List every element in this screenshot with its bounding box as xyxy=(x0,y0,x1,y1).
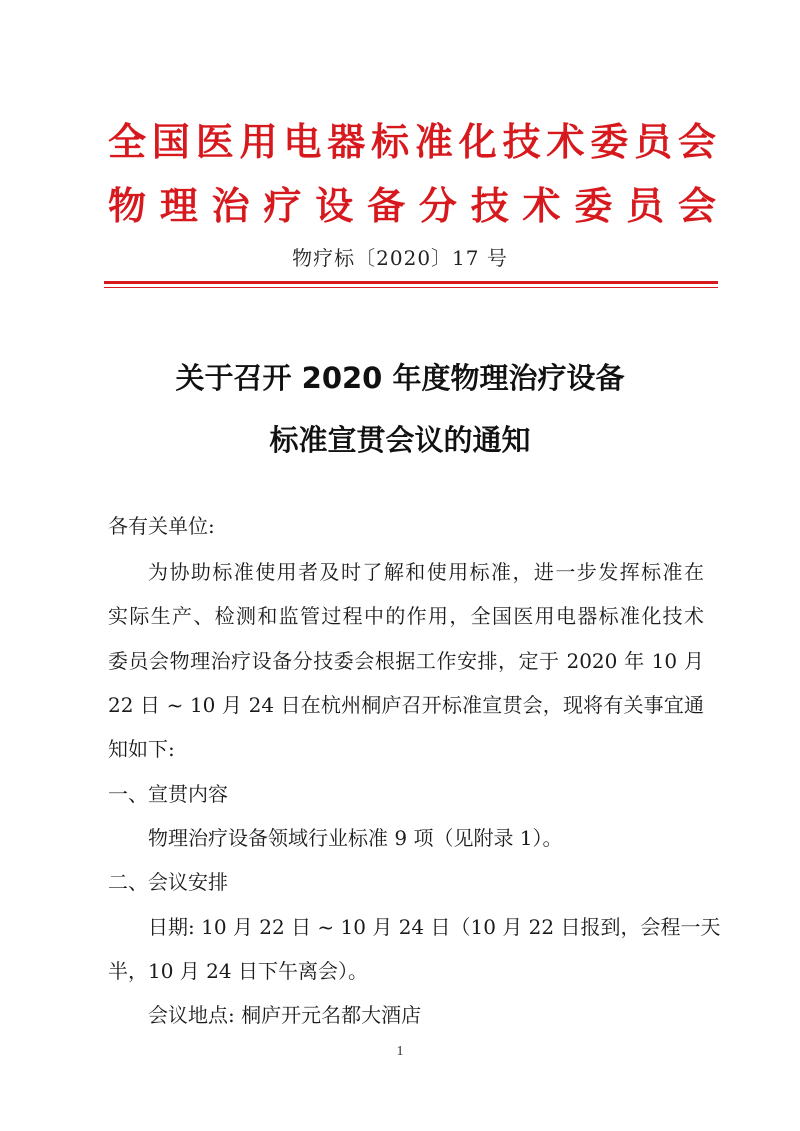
meeting-date-line-1: 日期: 10 月 22 日 ~ 10 月 24 日（10 月 22 日报到，会程一天 xyxy=(148,915,721,939)
header-divider-thick xyxy=(104,281,718,284)
org-name-line-1: 全国医用电器标准化技术委员会 xyxy=(108,119,716,164)
salutation: 各有关单位: xyxy=(108,514,215,538)
intro-line-1: 为协助标准使用者及时了解和使用标准，进一步发挥标准在 xyxy=(148,560,704,584)
section-2-heading: 二、会议安排 xyxy=(108,870,228,894)
header-divider-thin xyxy=(104,287,718,288)
intro-line-5: 知如下: xyxy=(108,737,175,761)
meeting-venue: 会议地点: 桐庐开元名都大酒店 xyxy=(148,1003,422,1027)
intro-line-3: 委员会物理治疗设备分技委会根据工作安排，定于 2020 年 10 月 xyxy=(108,649,704,673)
org-name-line-2: 物理治疗设备分技术委员会 xyxy=(108,183,716,228)
intro-line-2: 实际生产、检测和监管过程中的作用，全国医用电器标准化技术 xyxy=(108,604,704,628)
page-number: 1 xyxy=(396,1044,404,1059)
notice-title-line-1: 关于召开 2020 年度物理治疗设备 xyxy=(175,361,625,395)
document-number: 物疗标〔2020〕17 号 xyxy=(292,246,508,270)
intro-line-4: 22 日 ~ 10 月 24 日在杭州桐庐召开标准宣贯会，现将有关事宜通 xyxy=(108,693,704,717)
meeting-date-line-2: 半，10 月 24 日下午离会）。 xyxy=(108,959,368,983)
section-1-text: 物理治疗设备领域行业标准 9 项（见附录 1）。 xyxy=(148,826,563,850)
section-1-heading: 一、宣贯内容 xyxy=(108,782,228,806)
notice-title-line-2: 标准宣贯会议的通知 xyxy=(269,423,531,457)
